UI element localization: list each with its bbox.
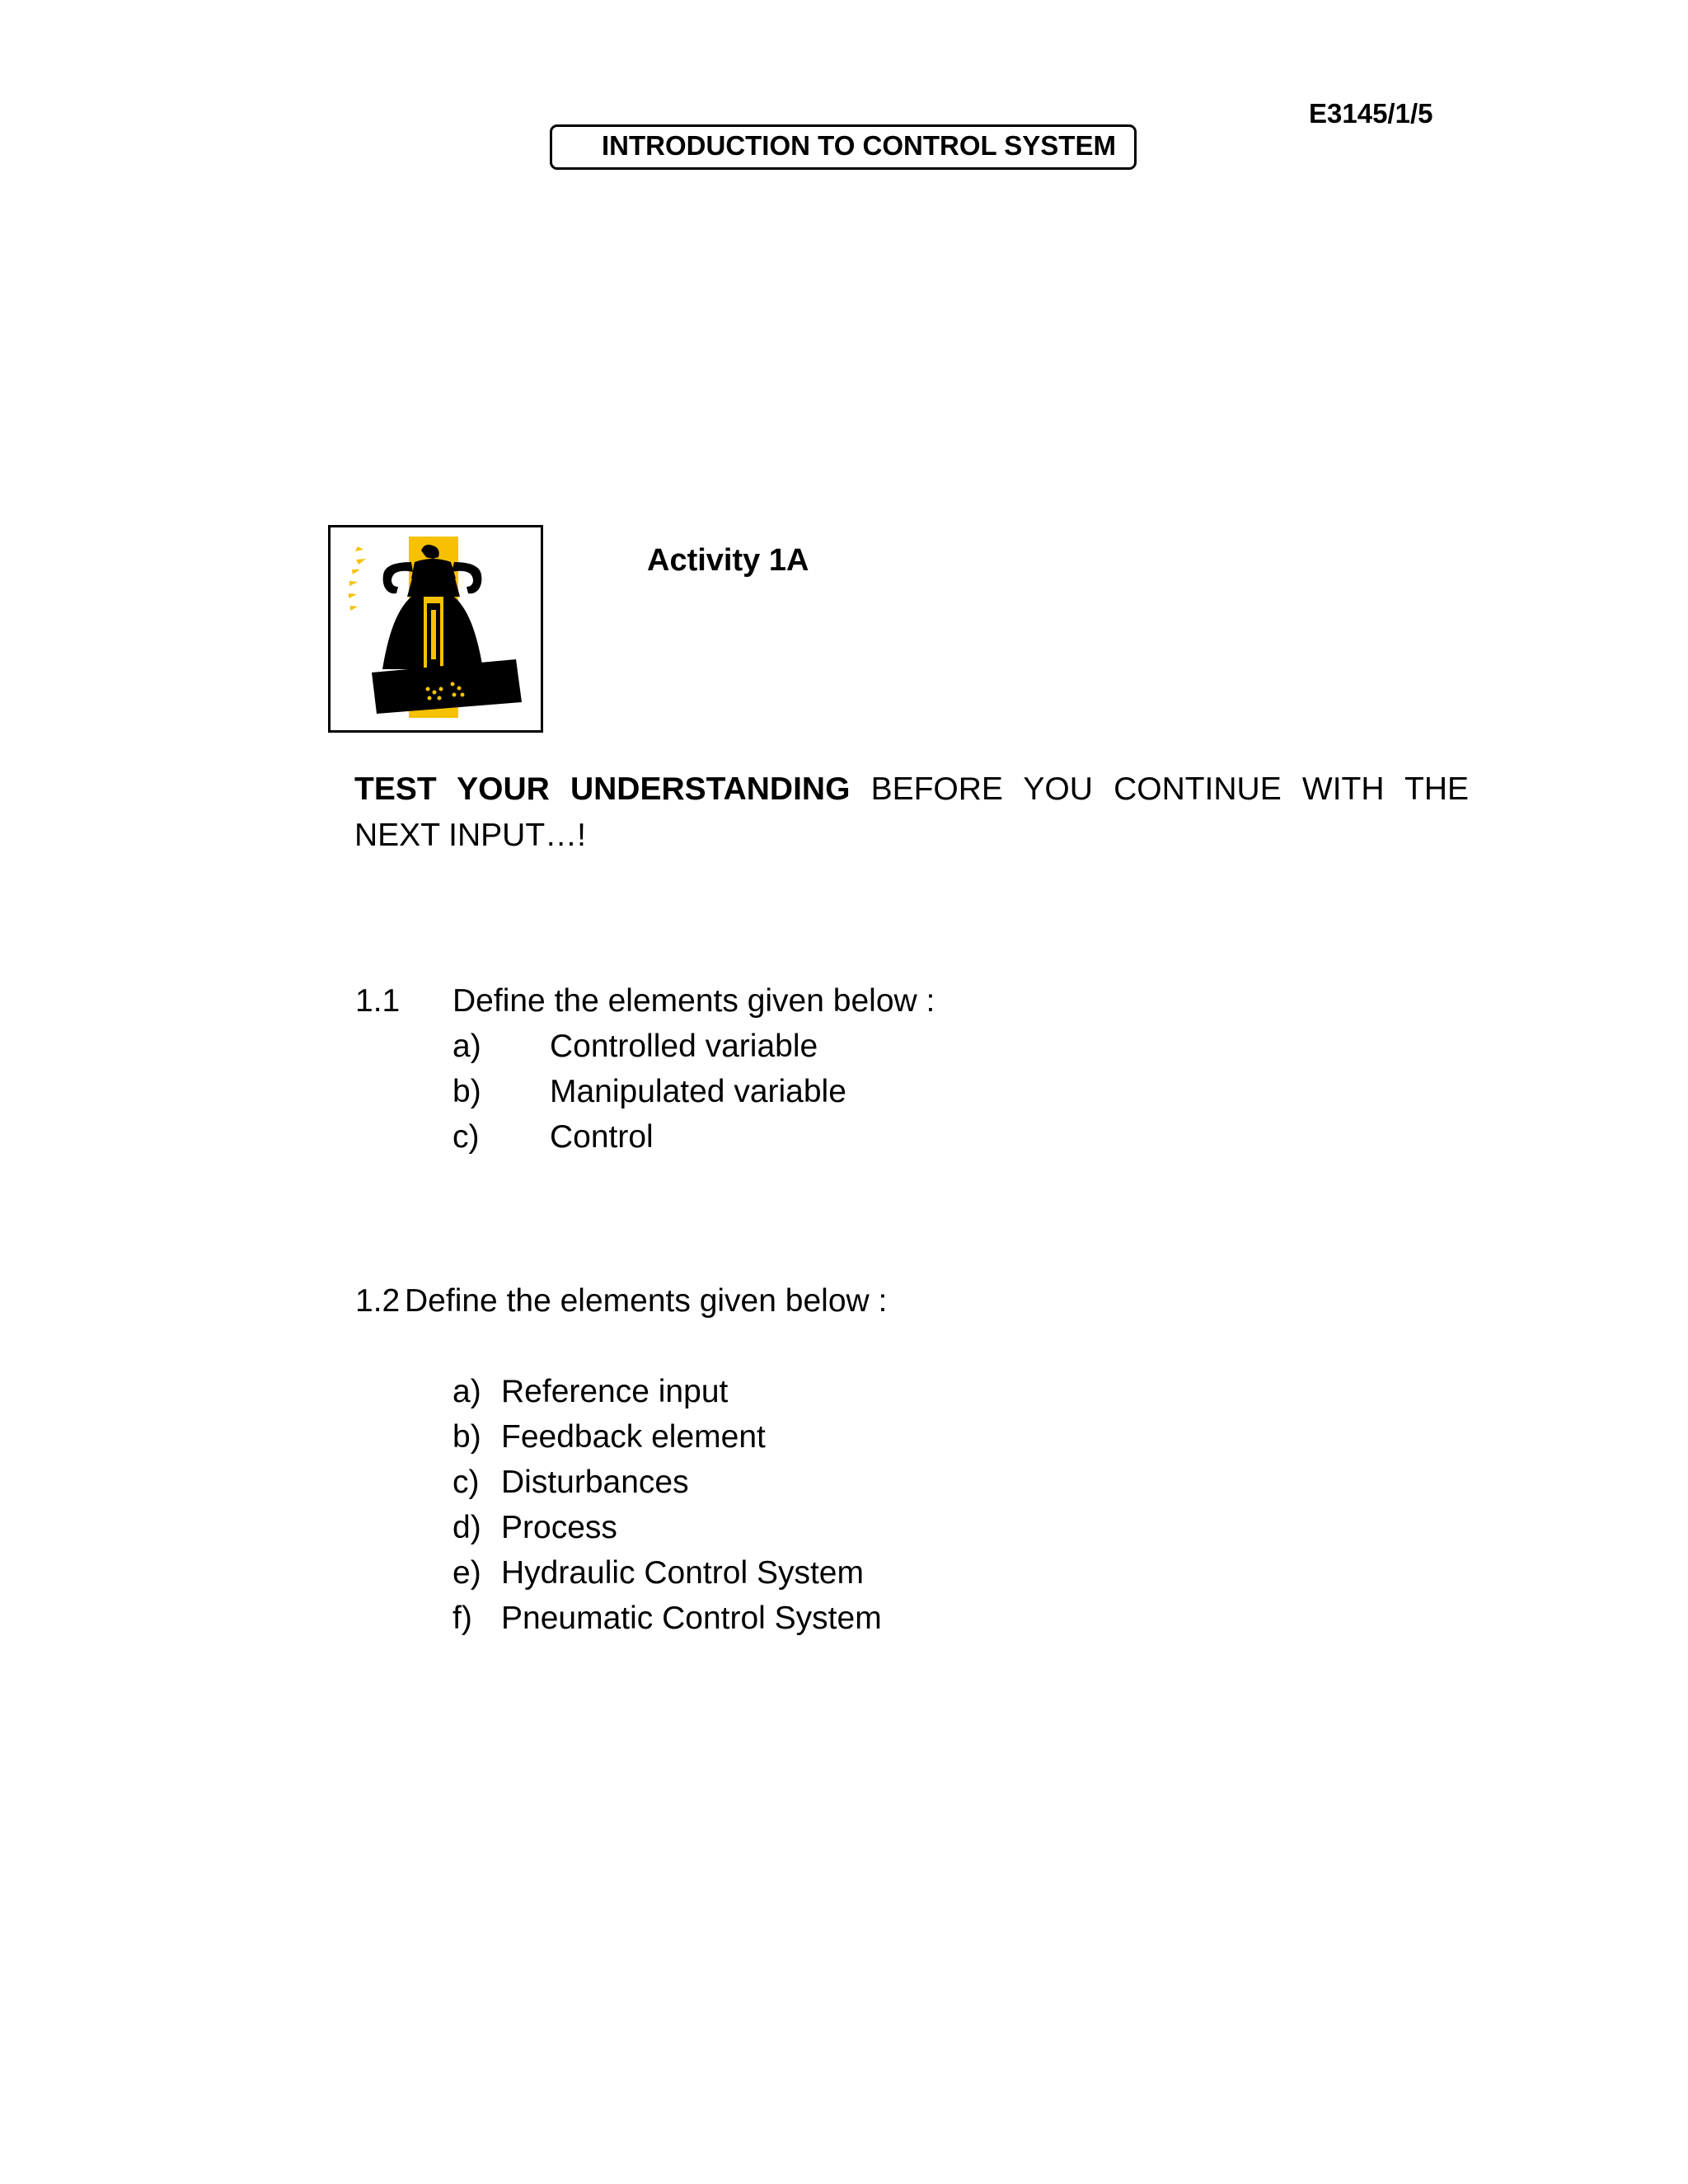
question-2-item-d-text: Process	[501, 1510, 617, 1545]
question-1-item-a-text: Controlled variable	[550, 1029, 818, 1064]
question-2-item-f-letter: f)	[452, 1601, 472, 1636]
question-1-item-c-text: Control	[550, 1119, 654, 1155]
question-2-item-e-text: Hydraulic Control System	[501, 1555, 864, 1591]
jackhammer-worker-icon	[331, 527, 541, 730]
activity-icon-frame	[328, 525, 543, 733]
instruction-rest: BEFORE YOU CONTINUE WITH THE NEXT INPUT…!	[354, 771, 1469, 853]
question-2-item-c-text: Disturbances	[501, 1465, 689, 1500]
question-1-item-b-letter: b)	[452, 1074, 481, 1109]
question-1-item-c-letter: c)	[452, 1119, 480, 1155]
question-2-item-e-letter: e)	[452, 1555, 481, 1591]
question-1-item-a-letter: a)	[452, 1029, 481, 1064]
instruction-bold: TEST YOUR UNDERSTANDING	[354, 771, 851, 807]
question-1-number: 1.1	[355, 983, 401, 1019]
question-2-item-b-text: Feedback element	[501, 1419, 766, 1455]
question-2-number: 1.2	[355, 1283, 401, 1319]
instruction-text	[354, 766, 1469, 859]
question-2-item-b-letter: b)	[452, 1419, 481, 1455]
activity-title: Activity 1A	[647, 543, 809, 578]
question-2-item-a-text: Reference input	[501, 1374, 729, 1409]
question-2-item-c-letter: c)	[452, 1465, 480, 1500]
question-2-prompt: Define the elements given below :	[405, 1283, 888, 1319]
question-1-item-b-text: Manipulated variable	[550, 1074, 846, 1109]
question-2-item-f-text: Pneumatic Control System	[501, 1601, 882, 1636]
question-1-prompt: Define the elements given below :	[452, 983, 935, 1019]
question-2-item-a-letter: a)	[452, 1374, 481, 1409]
document-title: INTRODUCTION TO CONTROL SYSTEM	[602, 130, 1116, 161]
document-code: E3145/1/5	[1309, 98, 1433, 129]
question-2-item-d-letter: d)	[452, 1510, 481, 1545]
